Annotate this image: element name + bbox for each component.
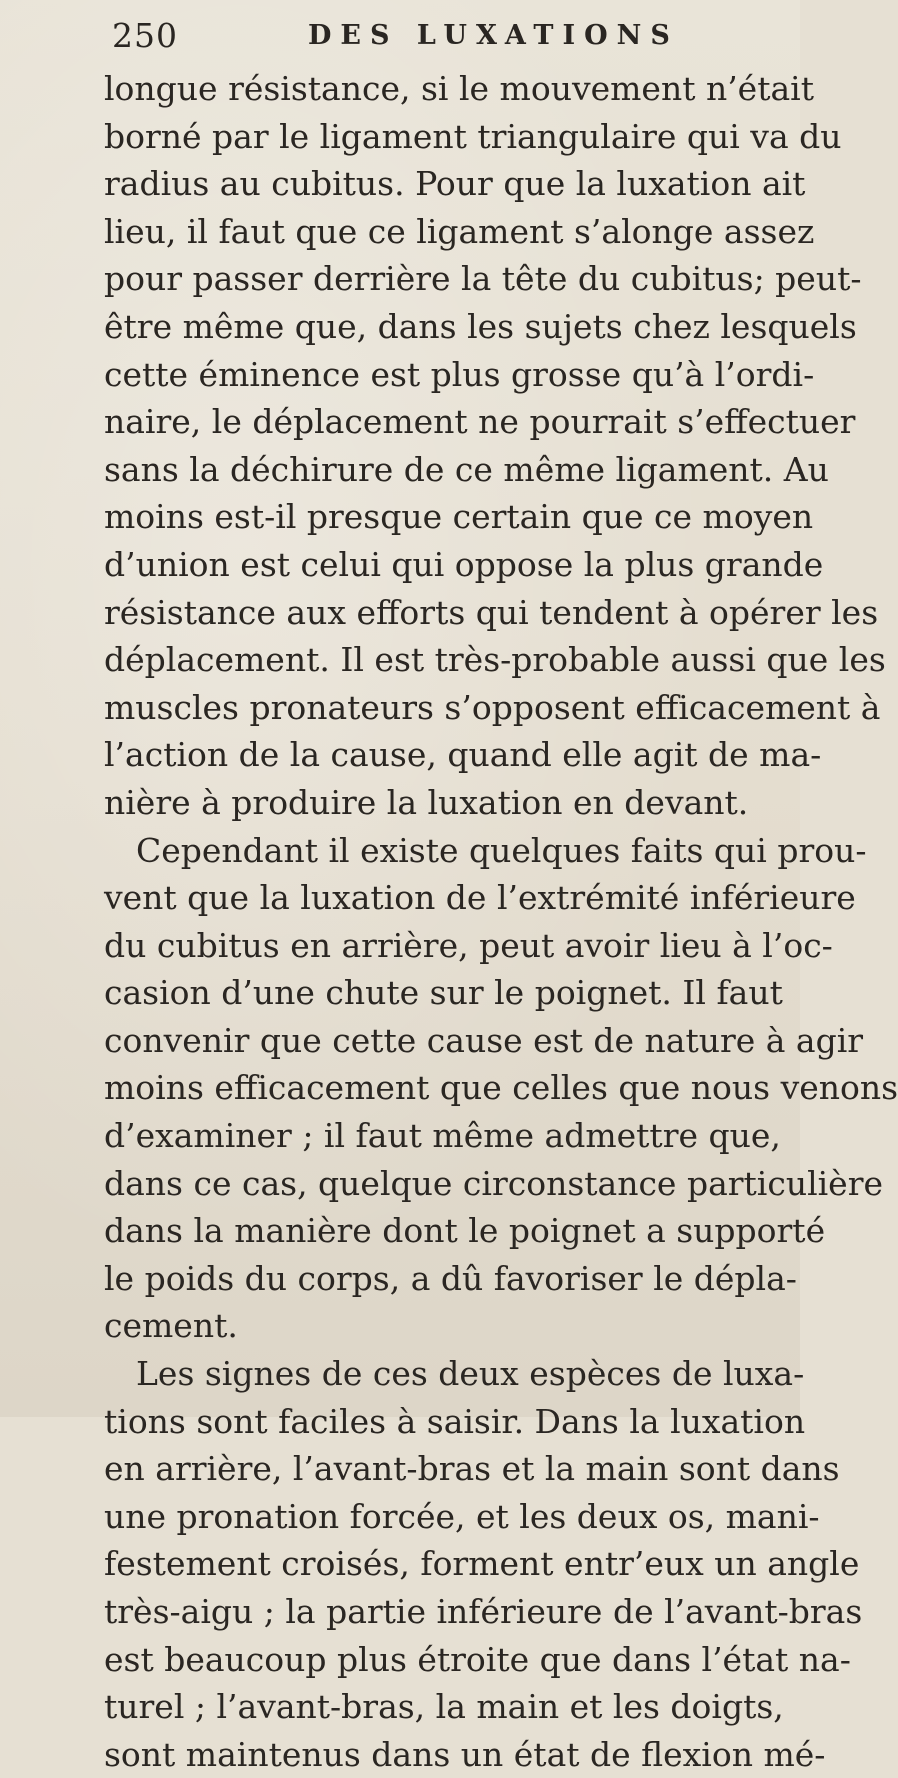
text-line: cement. — [104, 1306, 238, 1346]
text-line: pour passer derrière la tête du cubitus; peut- — [104, 259, 862, 299]
text-line: du cubitus en arrière, peut avoir lieu à l’oc- — [104, 925, 833, 965]
text-line: d’examiner ; il faut même admettre que, — [104, 1116, 781, 1156]
text-line: Les signes de ces deux espèces de luxa- — [136, 1354, 805, 1394]
text-line: le poids du corps, a dû favoriser le dépla- — [104, 1258, 797, 1298]
text-line: convenir que cette cause est de nature à agir — [104, 1020, 864, 1060]
text-line: cette éminence est plus grosse qu’à l’ordi- — [104, 354, 815, 394]
text-line: résistance aux efforts qui tendent à opérer les — [104, 592, 879, 632]
text-line: très-aigu ; la partie inférieure de l’avant-bras — [104, 1592, 863, 1631]
text-line: radius au cubitus. Pour que la luxation ait — [104, 164, 806, 204]
text-line: lieu, il faut que ce ligament s’alonge assez — [104, 211, 815, 251]
text-line: dans la manière dont le poignet a supporté — [104, 1211, 826, 1251]
text-line: sont maintenus dans un état de flexion mé- — [104, 1734, 826, 1774]
text-line: est beaucoup plus étroite que dans l’état na- — [104, 1639, 851, 1679]
text-line: festement croisés, forment entr’eux un angle — [104, 1544, 860, 1584]
body-text — [104, 65, 898, 1778]
page-number: 250 — [112, 16, 178, 55]
text-line: muscles pronateurs s’opposent efficacement à — [104, 687, 881, 727]
text-line: d’union est celui qui oppose la plus grande — [104, 544, 824, 584]
text-line: nière à produire la luxation en devant. — [104, 782, 749, 822]
text-line: sans la déchirure de ce même ligament. Au — [104, 449, 829, 489]
text-line: naire, le déplacement ne pourrait s’effectuer — [104, 402, 856, 442]
text-line: en arrière, l’avant-bras et la main sont dans — [104, 1449, 840, 1489]
page-header — [112, 14, 712, 64]
text-line: déplacement. Il est très-probable aussi que les — [104, 640, 886, 680]
text-line: une pronation forcée, et les deux os, mani- — [104, 1496, 820, 1536]
running-title: DES LUXATIONS — [308, 20, 679, 51]
text-line: Cependant il existe quelques faits qui prou- — [136, 830, 867, 870]
text-line: vent que la luxation de l’extrémité inférieure — [104, 878, 856, 918]
text-line: turel ; l’avant-bras, la main et les doigts, — [104, 1687, 784, 1727]
text-line: moins est-il presque certain que ce moyen — [104, 497, 814, 537]
text-line: longue résistance, si le mouvement n’était — [104, 69, 814, 108]
text-line: tions sont faciles à saisir. Dans la luxation — [104, 1401, 806, 1441]
text-line: borné par le ligament triangulaire qui va du — [104, 116, 842, 156]
text-line: être même que, dans les sujets chez lesquels — [104, 306, 857, 346]
text-line: l’action de la cause, quand elle agit de ma- — [104, 735, 822, 775]
text-line: casion d’une chute sur le poignet. Il faut — [104, 973, 783, 1013]
text-line: moins efficacement que celles que nous venons — [104, 1068, 898, 1108]
text-line: dans ce cas, quelque circonstance particulière — [104, 1163, 884, 1203]
